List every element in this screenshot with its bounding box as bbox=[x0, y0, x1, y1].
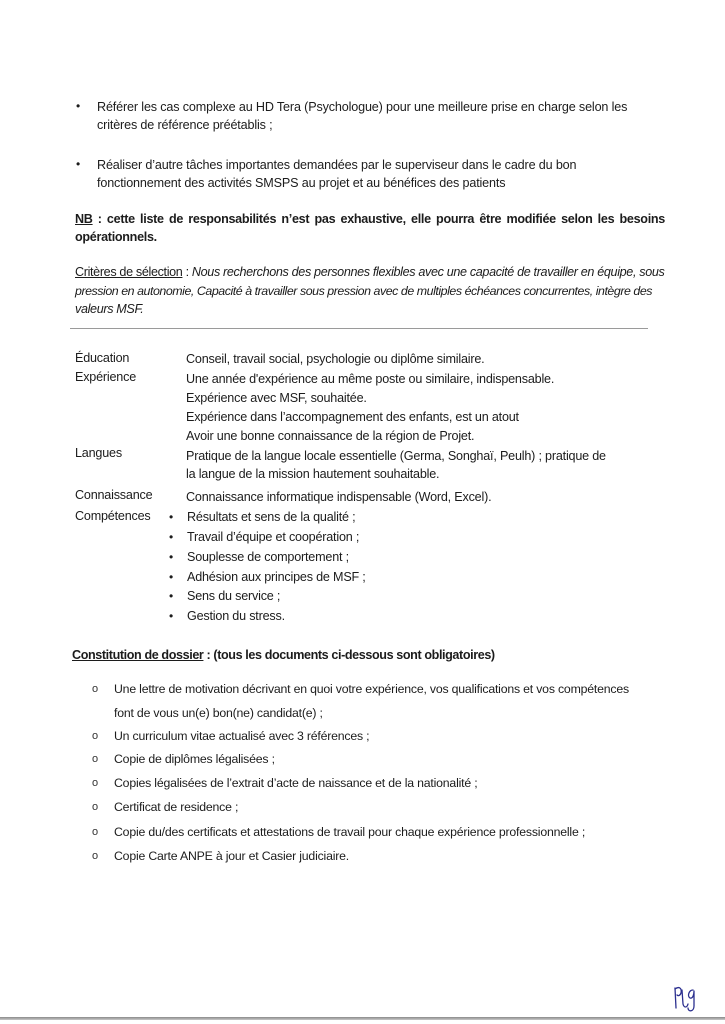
experience-value: Expérience avec MSF, souhaitée. bbox=[186, 391, 367, 405]
skill-item: Résultats et sens de la qualité ; bbox=[187, 510, 356, 524]
skill-item: Travail d’équipe et coopération ; bbox=[187, 530, 360, 544]
dossier-item: Une lettre de motivation décrivant en quoi votre expérience, vos qualifications et vos compétences bbox=[114, 682, 629, 696]
dossier-item: Copie du/des certificats et attestations de travail pour chaque expérience professionnelle ; bbox=[114, 825, 586, 839]
bullet-icon: • bbox=[169, 530, 174, 544]
criteria-separator: : bbox=[182, 265, 192, 279]
languages-value: Pratique de la langue locale essentielle (Germa, Songhaï, Peulh) ; pratique de bbox=[186, 449, 606, 463]
dossier-item: Un curriculum vitae actualisé avec 3 références ; bbox=[114, 729, 370, 743]
criteria-text-line3: valeurs MSF. bbox=[75, 302, 144, 316]
knowledge-label: Connaissance bbox=[75, 488, 153, 502]
circle-bullet-icon: o bbox=[92, 753, 99, 765]
skill-item: Sens du service ; bbox=[187, 589, 281, 603]
scan-bottom-edge bbox=[0, 1017, 725, 1020]
education-label: Éducation bbox=[75, 351, 130, 365]
dossier-label: Constitution de dossier bbox=[72, 648, 204, 662]
handwritten-initials-icon bbox=[672, 982, 698, 1014]
circle-bullet-icon: o bbox=[92, 777, 99, 789]
experience-label: Expérience bbox=[75, 370, 137, 384]
experience-value: Une année d'expérience au même poste ou similaire, indispensable. bbox=[186, 372, 555, 386]
experience-value: Expérience dans l’accompagnement des enfants, est un atout bbox=[186, 410, 519, 424]
section-divider bbox=[70, 328, 648, 329]
criteria-label: Critères de sélection bbox=[75, 265, 183, 279]
skill-item: Gestion du stress. bbox=[187, 609, 285, 623]
responsibility-item-line1: Réaliser d’autre tâches importantes demandées par le superviseur dans le cadre du bon bbox=[97, 158, 577, 172]
circle-bullet-icon: o bbox=[92, 683, 99, 695]
dossier-item-line2: font de vous un(e) bon(ne) candidat(e) ; bbox=[114, 706, 323, 720]
bullet-icon: • bbox=[76, 99, 81, 113]
dossier-item: Copies légalisées de l’extrait d’acte de naissance et de la nationalité ; bbox=[114, 776, 478, 790]
languages-value: la langue de la mission hautement souhaitable. bbox=[186, 467, 440, 481]
skill-item: Adhésion aux principes de MSF ; bbox=[187, 570, 366, 584]
bullet-icon: • bbox=[169, 589, 174, 603]
circle-bullet-icon: o bbox=[92, 826, 99, 838]
bullet-icon: • bbox=[76, 157, 81, 171]
dossier-item: Copie de diplômes légalisées ; bbox=[114, 752, 275, 766]
languages-label: Langues bbox=[75, 446, 122, 460]
knowledge-value: Connaissance informatique indispensable (Word, Excel). bbox=[186, 490, 492, 504]
bullet-icon: • bbox=[169, 510, 174, 524]
circle-bullet-icon: o bbox=[92, 730, 99, 742]
bullet-icon: • bbox=[169, 609, 174, 623]
responsibility-item-line2: critères de référence préétablis ; bbox=[97, 118, 273, 132]
criteria-text-line2: pression en autonomie, Capacité à travailler sous pression avec de multiples échéances concurrentes, intègre des bbox=[75, 284, 653, 298]
skill-item: Souplesse de comportement ; bbox=[187, 550, 349, 564]
experience-value: Avoir une bonne connaissance de la région de Projet. bbox=[186, 429, 475, 443]
responsibility-item-line2: fonctionnement des activités SMSPS au projet et au bénéfices des patients bbox=[97, 176, 506, 190]
dossier-item: Certificat de residence ; bbox=[114, 800, 239, 814]
bullet-icon: • bbox=[169, 550, 174, 564]
circle-bullet-icon: o bbox=[92, 850, 99, 862]
criteria-text-line1: Nous recherchons des personnes flexibles avec une capacité de travailler en équipe, sous bbox=[191, 265, 665, 279]
dossier-note: : (tous les documents ci-dessous sont obligatoires) bbox=[203, 648, 495, 662]
skills-label: Compétences bbox=[75, 509, 151, 523]
dossier-item: Copie Carte ANPE à jour et Casier judiciaire. bbox=[114, 849, 349, 863]
responsibility-item-line1: Référer les cas complexe au HD Tera (Psychologue) pour une meilleure prise en charge selon les bbox=[97, 100, 628, 114]
nb-text: : cette liste de responsabilités n’est pas exhaustive, elle pourra être modifiée selon les besoins bbox=[92, 212, 665, 226]
bullet-icon: • bbox=[169, 570, 174, 584]
education-value: Conseil, travail social, psychologie ou diplôme similaire. bbox=[186, 352, 485, 366]
nb-label: NB bbox=[75, 212, 93, 226]
nb-text-line2: opérationnels. bbox=[75, 230, 157, 244]
circle-bullet-icon: o bbox=[92, 801, 99, 813]
